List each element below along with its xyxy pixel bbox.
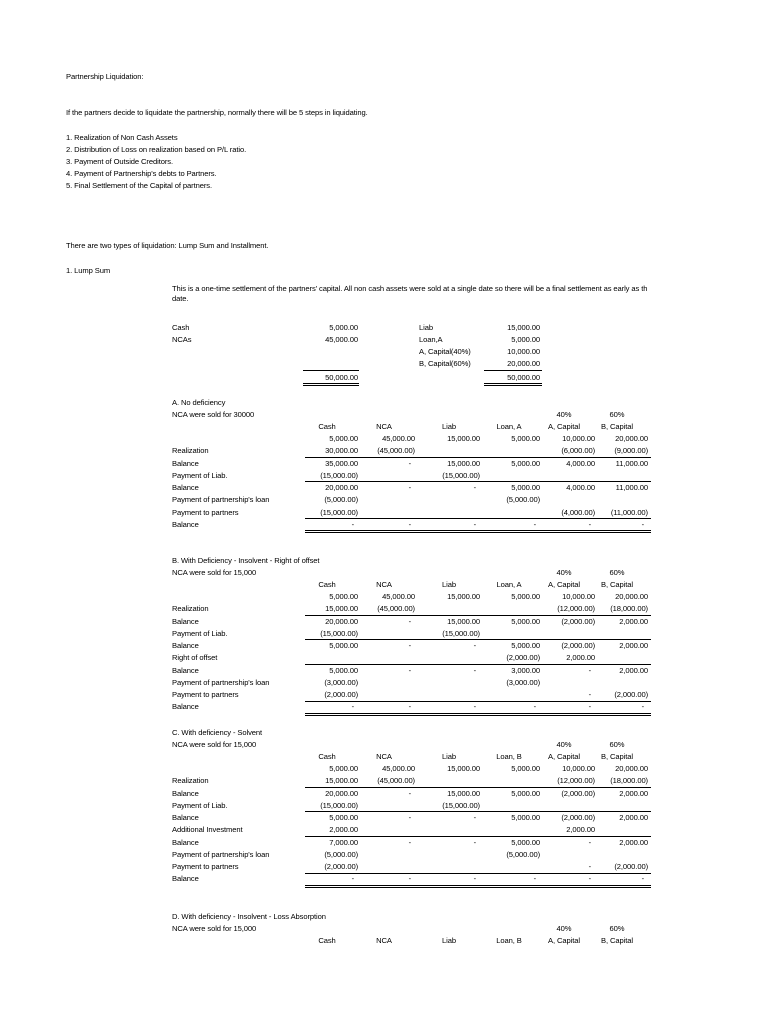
cell-value: 15,000.00 [325,604,358,614]
row-label: Balance [172,519,199,529]
column-header: B, Capital [601,580,633,589]
cell-value: 5,000.00 [511,813,540,822]
bs-label: B, Capital(60%) [419,359,471,368]
cell-value: - [351,874,354,884]
row-double-underline [305,530,651,533]
cell-value: 3,000.00 [511,665,540,675]
row-label: Payment of partnership's loan [172,849,270,859]
bs-label: NCAs [172,335,192,344]
column-header: Liab [442,752,456,761]
cell-value: (15,000.00) [320,507,358,517]
cell-value: - [588,862,591,871]
section-title: B. With Deficiency - Insolvent - Right of offset [172,556,320,565]
cell-value: (2,000.00) [561,788,595,798]
bs-total: 50,000.00 [325,373,358,382]
cell-value: 11,000.00 [615,483,648,492]
cell-value: 10,000.00 [562,764,595,773]
cell-value: - [533,519,536,529]
column-header: Cash [318,422,336,431]
cell-value: 20,000.00 [325,616,358,626]
row-label: Right of offset [172,653,218,663]
cell-value: 2,000.00 [619,616,648,626]
ratio-b: 60% [609,740,625,749]
cell-value: (4,000.00) [561,507,595,517]
cell-value: 10,000.00 [562,592,595,601]
cell-value: 15,000.00 [447,434,480,443]
column-header: A, Capital [548,752,580,761]
bs-value: 20,000.00 [507,359,540,368]
cell-value: - [533,874,536,884]
cell-value: (18,000.00) [610,776,648,786]
cell-value: 2,000.00 [619,837,648,847]
cell-value: (6,000.00) [561,446,595,456]
cell-value: - [588,837,591,847]
cell-value: 15,000.00 [447,592,480,601]
bs-label: Loan,A [419,335,443,344]
column-header: B, Capital [601,752,633,761]
bs-value: 5,000.00 [329,323,358,332]
bs-total-line [303,370,359,371]
cell-value: - [408,837,411,847]
cell-value: 5,000.00 [511,788,540,798]
cell-value: - [588,519,591,529]
row-label: Balance [172,483,199,492]
types-text: There are two types of liquidation: Lump Sum and Installment. [66,241,269,250]
row-label: Additional Investment [172,825,243,835]
cell-value: 4,000.00 [566,483,595,492]
bs-value: 15,000.00 [507,323,540,332]
cell-value: 20,000.00 [325,483,358,492]
bs-value: 10,000.00 [507,347,540,356]
row-label: Balance [172,616,199,626]
cell-value: (15,000.00) [320,628,358,638]
cell-value: (2,000.00) [324,690,358,699]
cell-value: 5,000.00 [511,483,540,492]
cell-value: 5,000.00 [329,813,358,822]
cell-value: (45,000.00) [377,604,415,614]
column-header: Cash [318,580,336,589]
column-header: Liab [442,936,456,945]
column-header: A, Capital [548,422,580,431]
cell-value: (9,000.00) [614,446,648,456]
bs-double-line [303,383,359,386]
cell-value: 10,000.00 [562,434,595,443]
cell-value: (12,000.00) [557,776,595,786]
step-item: 4. Payment of Partnership's debts to Partners. [66,169,217,178]
cell-value: - [408,458,411,468]
bs-label: Liab [419,323,433,332]
cell-value: - [351,519,354,529]
cell-value: (5,000.00) [506,495,540,505]
row-label: Payment of Liab. [172,800,228,810]
row-underline [305,518,651,519]
cell-value: - [473,641,476,650]
cell-value: - [473,813,476,822]
row-label: Payment to partners [172,862,239,871]
cell-value: 15,000.00 [447,616,480,626]
column-header: Cash [318,752,336,761]
section-subtitle: NCA were sold for 15,000 [172,924,257,933]
cell-value: 5,000.00 [511,592,540,601]
cell-value: (15,000.00) [320,800,358,810]
row-double-underline [305,713,651,716]
cell-value: (2,000.00) [561,616,595,626]
cell-value: 11,000.00 [615,458,648,468]
cell-value: 15,000.00 [447,788,480,798]
ratio-b: 60% [609,924,625,933]
bs-total-line [484,370,542,371]
cell-value: - [408,519,411,529]
cell-value: 2,000.00 [619,813,648,822]
cell-value: 5,000.00 [511,837,540,847]
cell-value: 7,000.00 [329,837,358,847]
ratio-b: 60% [609,568,625,577]
column-header: B, Capital [601,936,633,945]
cell-value: - [588,874,591,884]
cell-value: (45,000.00) [377,446,415,456]
section-title: D. With deficiency - Insolvent - Loss Absorption [172,912,326,921]
row-label: Payment of Liab. [172,470,228,480]
cell-value: - [473,665,476,675]
column-header: Cash [318,936,336,945]
cell-value: - [408,702,411,712]
bs-total: 50,000.00 [507,373,540,382]
column-header: A, Capital [548,936,580,945]
cell-value: 4,000.00 [566,458,595,468]
row-label: Payment to partners [172,507,239,517]
cell-value: 35,000.00 [325,458,358,468]
column-header: Liab [442,580,456,589]
cell-value: 5,000.00 [329,641,358,650]
cell-value: 2,000.00 [619,665,648,675]
column-header: B, Capital [601,422,633,431]
section-subtitle: NCA were sold for 15,000 [172,568,257,577]
cell-value: (2,000.00) [561,641,595,650]
cell-value: - [588,690,591,699]
step-item: 5. Final Settlement of the Capital of partners. [66,181,212,190]
row-double-underline [305,885,651,888]
row-label: Balance [172,813,199,822]
cell-value: 5,000.00 [329,665,358,675]
ratio-a: 40% [556,924,572,933]
row-label: Balance [172,702,199,712]
cell-value: 5,000.00 [329,764,358,773]
cell-value: - [351,702,354,712]
cell-value: (12,000.00) [557,604,595,614]
step-item: 2. Distribution of Loss on realization based on P/L ratio. [66,145,247,154]
column-header: Liab [442,422,456,431]
cell-value: - [473,702,476,712]
row-label: Payment of partnership's loan [172,495,270,505]
cell-value: 5,000.00 [511,616,540,626]
cell-value: - [473,519,476,529]
cell-value: 2,000.00 [619,641,648,650]
cell-value: (2,000.00) [506,653,540,663]
row-label: Realization [172,446,209,456]
cell-value: 45,000.00 [382,434,415,443]
cell-value: (15,000.00) [320,470,358,480]
lump-sum-description: This is a one-time settlement of the partners' capital. All non cash assets were sold at a single date so there will be a final settlement as early as th [172,284,648,293]
column-header: NCA [376,580,392,589]
cell-value: (5,000.00) [324,495,358,505]
page-title: Partnership Liquidation: [66,72,144,81]
cell-value: 45,000.00 [382,592,415,601]
cell-value: (2,000.00) [561,813,595,822]
section-subtitle: NCA were sold for 30000 [172,410,255,419]
ratio-b: 60% [609,410,625,419]
cell-value: (15,000.00) [442,800,480,810]
column-header: NCA [376,752,392,761]
cell-value: 5,000.00 [511,764,540,773]
bs-label: A, Capital(40%) [419,347,471,356]
cell-value: - [533,702,536,712]
step-item: 3. Payment of Outside Creditors. [66,157,173,166]
cell-value: (2,000.00) [324,862,358,871]
cell-value: 2,000.00 [619,788,648,798]
cell-value: - [473,483,476,492]
column-header: Loan, A [496,422,522,431]
cell-value: 45,000.00 [382,764,415,773]
ratio-a: 40% [556,740,572,749]
cell-value: - [408,788,411,798]
lump-sum-description-cont: date. [172,294,189,303]
cell-value: - [408,665,411,675]
cell-value: (3,000.00) [324,677,358,687]
cell-value: - [641,519,644,529]
cell-value: (15,000.00) [442,470,480,480]
cell-value: 15,000.00 [447,458,480,468]
row-underline [305,701,651,702]
row-label: Balance [172,788,199,798]
section-title: A. No deficiency [172,398,226,407]
cell-value: - [641,874,644,884]
intro-text: If the partners decide to liquidate the partnership, normally there will be 5 steps in liquidating. [66,108,368,117]
bs-value: 5,000.00 [511,335,540,344]
cell-value: 5,000.00 [511,434,540,443]
row-label: Balance [172,641,199,650]
cell-value: 20,000.00 [615,592,648,601]
row-label: Balance [172,874,199,884]
row-label: Payment of partnership's loan [172,677,270,687]
cell-value: 2,000.00 [566,653,595,663]
cell-value: (2,000.00) [614,690,648,699]
cell-value: - [473,837,476,847]
cell-value: (5,000.00) [324,849,358,859]
cell-value: - [408,813,411,822]
cell-value: 15,000.00 [325,776,358,786]
bs-double-line [484,383,542,386]
column-header: NCA [376,422,392,431]
cell-value: - [408,641,411,650]
row-label: Balance [172,665,199,675]
cell-value: - [641,702,644,712]
cell-value: 5,000.00 [511,458,540,468]
section-title: C. With deficiency - Solvent [172,728,263,737]
cell-value: (2,000.00) [614,862,648,871]
row-label: Balance [172,837,199,847]
cell-value: - [588,702,591,712]
row-label: Balance [172,458,199,468]
cell-value: - [473,874,476,884]
cell-value: 20,000.00 [325,788,358,798]
row-label: Realization [172,604,209,614]
section-subtitle: NCA were sold for 15,000 [172,740,257,749]
column-header: NCA [376,936,392,945]
cell-value: - [408,616,411,626]
row-label: Realization [172,776,209,786]
cell-value: 2,000.00 [329,825,358,835]
cell-value: 15,000.00 [447,764,480,773]
ratio-a: 40% [556,410,572,419]
cell-value: 30,000.00 [325,446,358,456]
column-header: Loan, B [496,752,522,761]
cell-value: (15,000.00) [442,628,480,638]
row-label: Payment of Liab. [172,628,228,638]
cell-value: - [408,483,411,492]
cell-value: (18,000.00) [610,604,648,614]
cell-value: (11,000.00) [610,507,648,517]
cell-value: (45,000.00) [377,776,415,786]
cell-value: (3,000.00) [506,677,540,687]
bs-label: Cash [172,323,190,332]
lump-sum-heading: 1. Lump Sum [66,266,111,275]
cell-value: 5,000.00 [329,592,358,601]
cell-value: 5,000.00 [511,641,540,650]
ratio-a: 40% [556,568,572,577]
cell-value: 2,000.00 [566,825,595,835]
cell-value: 5,000.00 [329,434,358,443]
cell-value: (5,000.00) [506,849,540,859]
row-label: Payment to partners [172,690,239,699]
step-item: 1. Realization of Non Cash Assets [66,133,178,142]
column-header: A, Capital [548,580,580,589]
cell-value: 20,000.00 [615,434,648,443]
bs-value: 45,000.00 [325,335,358,344]
column-header: Loan, A [496,580,522,589]
cell-value: 20,000.00 [615,764,648,773]
row-underline [305,873,651,874]
column-header: Loan, B [496,936,522,945]
cell-value: - [408,874,411,884]
cell-value: - [588,665,591,675]
